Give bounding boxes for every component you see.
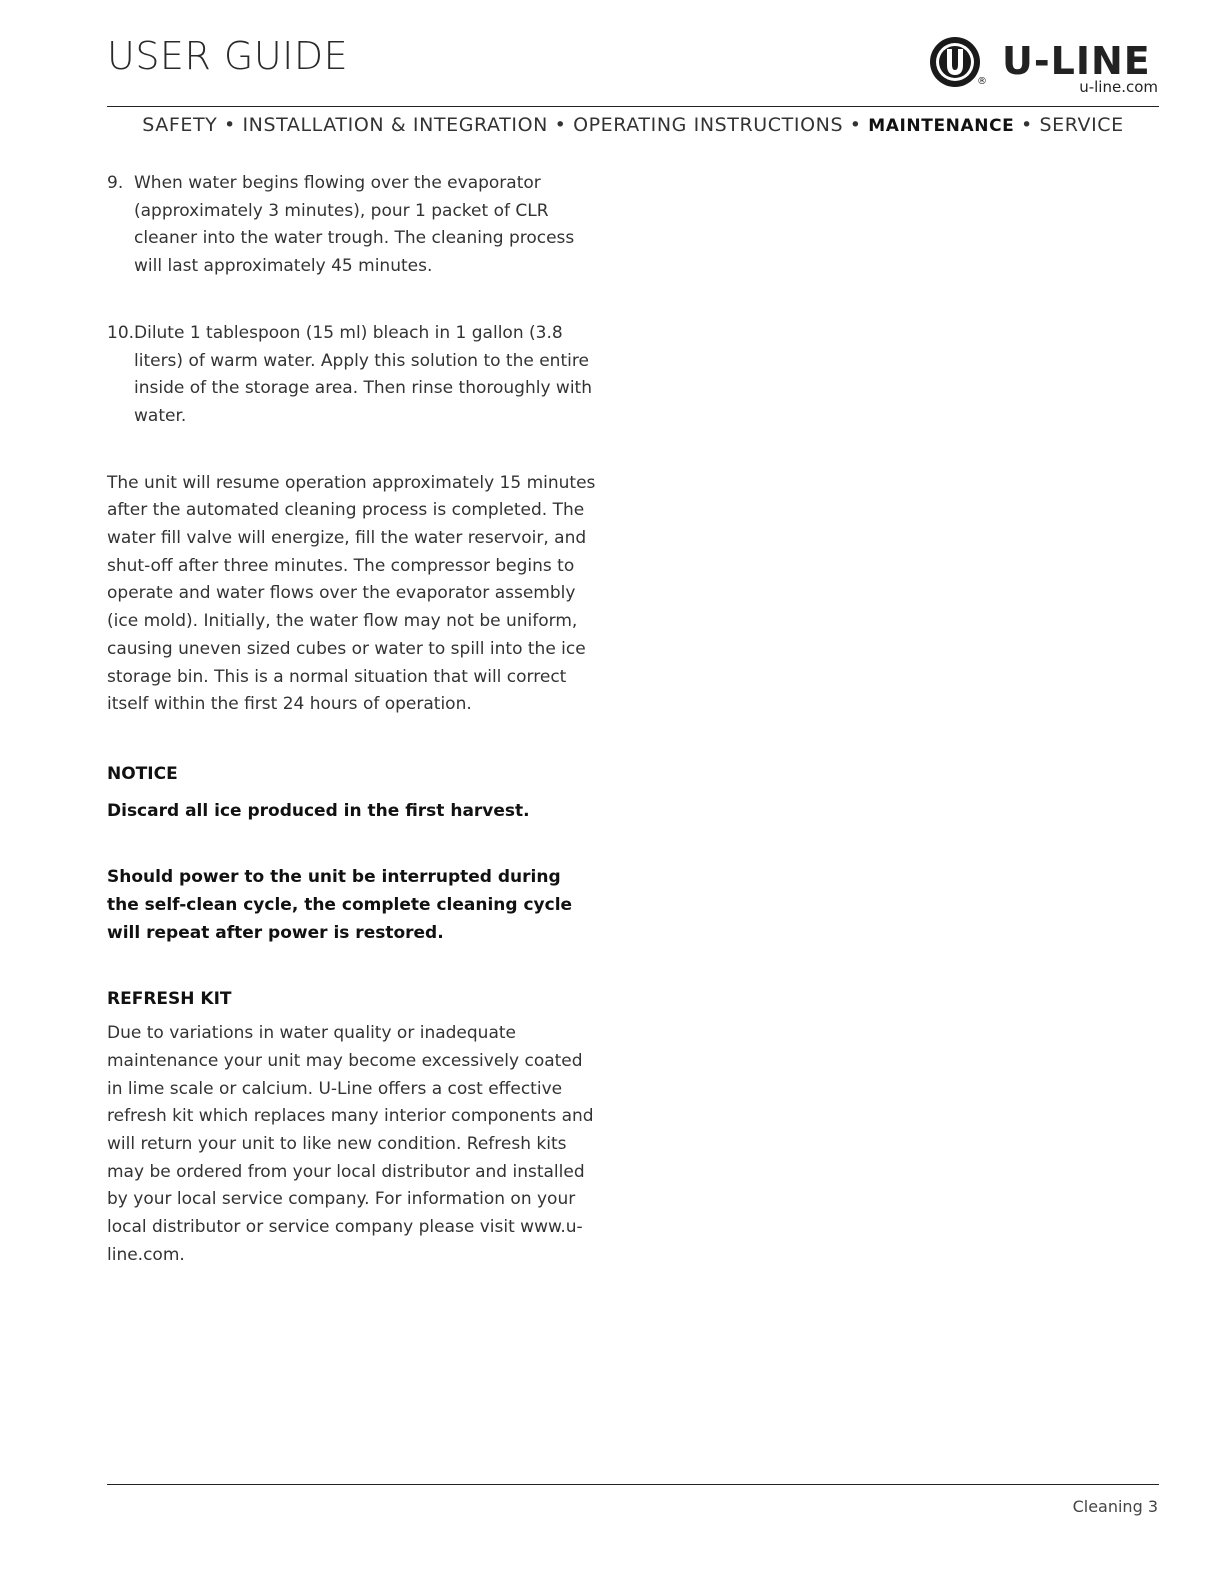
brand-url[interactable]: u-line.com xyxy=(1079,78,1158,96)
notice-heading: NOTICE xyxy=(107,763,178,784)
step-text: When water begins flowing over the evaporator (approximately 3 minutes), pour 1 packet of CLR cleaner into the water trough. The cleaning process will last approximately 45 minutes. xyxy=(134,173,575,277)
list-item xyxy=(107,320,597,431)
refresh-kit-heading: REFRESH KIT xyxy=(107,989,232,1010)
header-divider xyxy=(107,106,1159,107)
nav-item-installation[interactable]: INSTALLATION & INTEGRATION xyxy=(242,114,548,136)
registered-mark: ® xyxy=(977,76,987,87)
section-nav xyxy=(107,114,1159,136)
nav-item-safety[interactable]: SAFETY xyxy=(142,114,218,136)
step-number: 9. xyxy=(107,173,124,193)
nav-item-operating[interactable]: OPERATING INSTRUCTIONS xyxy=(573,114,844,136)
uline-logo-icon xyxy=(928,35,982,89)
refresh-kit-body: Due to variations in water quality or inadequate maintenance your unit may become excessively coated in lime scale or calcium. U-Line offers a cost effective refresh kit which replaces many interior components and will return your unit to like new condition. Refresh kits may be ordered from your local distributor and installed by your local service company. For information on your local distributor or service company please visit www.u-line.com. xyxy=(107,1023,594,1265)
step-number: 10. xyxy=(107,322,135,343)
resume-paragraph: The unit will resume operation approximately 15 minutes after the automated cleaning process is completed. The water fill valve will energize, fill the water reservoir, and shut-off after three minutes. The compressor begins to operate and water flows over the evaporator assembly (ice mold). Initially, the water flow may not be uniform, causing uneven sized cubes or water to spill into the ice storage bin. This is a normal situation that will correct itself within the first 24 hours of operation. xyxy=(107,472,596,715)
page-title: USER GUIDE xyxy=(107,34,349,78)
brand-wordmark: U-LINE xyxy=(1002,39,1151,83)
nav-separator: • xyxy=(849,114,862,136)
list-item xyxy=(107,170,597,281)
main-content xyxy=(107,170,597,1270)
footer-divider xyxy=(107,1484,1159,1485)
page-number: Cleaning 3 xyxy=(1072,1497,1158,1516)
notice-line-2: Should power to the unit be interrupted during the self-clean cycle, the complete cleaning cycle will repeat after power is restored. xyxy=(107,867,573,943)
brand-logo[interactable] xyxy=(928,35,1160,97)
nav-separator: • xyxy=(224,114,236,136)
notice-line-1: Discard all ice produced in the first harvest. xyxy=(107,800,530,821)
nav-separator: • xyxy=(1021,114,1033,136)
nav-separator: • xyxy=(554,114,567,136)
nav-item-maintenance[interactable]: MAINTENANCE xyxy=(868,116,1015,136)
nav-item-service[interactable]: SERVICE xyxy=(1039,114,1124,136)
step-text: Dilute 1 tablespoon (15 ml) bleach in 1 gallon (3.8 liters) of warm water. Apply this solution to the entire inside of the storage area. Then rinse thoroughly with water. xyxy=(134,322,592,426)
